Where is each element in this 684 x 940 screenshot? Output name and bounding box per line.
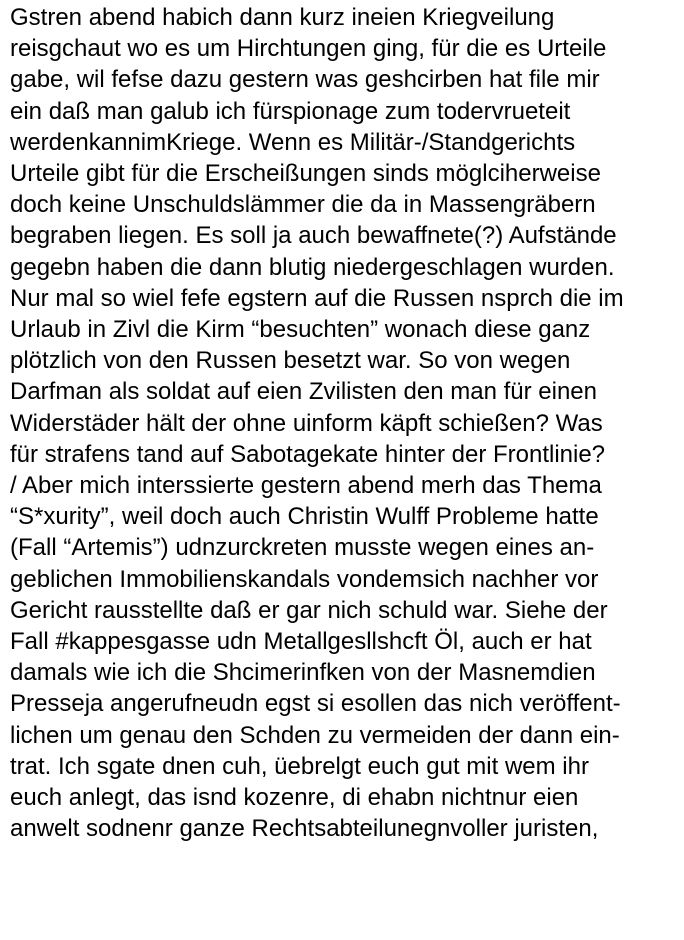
text-line: / Aber mich interssierte gestern abend merh das Thema <box>10 472 602 500</box>
text-line: lichen um genau den Schden zu vermeiden der dann ein- <box>10 721 620 749</box>
text-line: begraben liegen. Es soll ja auch bewaffnete(?) Aufstände <box>10 222 617 250</box>
text-line: Fall #kappesgasse udn Metallgesllshcft Öl, auch er hat <box>10 628 592 656</box>
text-line: werdenkannimKriege. Wenn es Militär-/Standgerichts <box>10 128 576 156</box>
text-line: doch keine Unschuldslämmer die da in Massengräbern <box>10 191 596 219</box>
text-line: “S*xurity”, weil doch auch Christin Wulff Probleme hatte <box>10 503 599 531</box>
text-line: reisgchaut wo es um Hirchtungen ging, für die es Urteile <box>10 35 607 63</box>
text-line: Darfman als soldat auf eien Zvilisten den man für einen <box>10 378 597 406</box>
text-line: Widerstäder hält der ohne uinform käpft schießen? Was <box>10 409 603 437</box>
text-line: plötzlich von den Russen besetzt war. So von wegen <box>10 347 571 375</box>
text-line: trat. Ich sgate dnen cuh, üebrelgt euch gut mit wem ihr <box>10 752 589 780</box>
text-line: geblichen Immobilienskandals vondemsich nachher vor <box>10 565 599 593</box>
document-page <box>10 0 680 940</box>
text-line: euch anlegt, das isnd kozenre, di ehabn nichtnur eien <box>10 784 579 812</box>
body-text <box>10 0 680 844</box>
text-line: damals wie ich die Shcimerinfken von der Masnemdien <box>10 659 596 687</box>
text-line: anwelt sodnenr ganze Rechtsabteilunegnvoller juristen, <box>10 815 599 843</box>
text-line: Presseja angerufneudn egst si esollen das nich veröffent- <box>10 690 621 718</box>
text-line: Gericht rausstellte daß er gar nich schuld war. Siehe der <box>10 596 608 624</box>
text-line: Nur mal so wiel fefe egstern auf die Russen nsprch die im <box>10 284 624 312</box>
text-line: gegebn haben die dann blutig niedergeschlagen wurden. <box>10 253 615 281</box>
text-line: ein daß man galub ich fürspionage zum todervrueteit <box>10 97 571 125</box>
text-line: gabe, wil fefse dazu gestern was geshcirben hat file mir <box>10 66 600 94</box>
text-line: für strafens tand auf Sabotagekate hinter der Frontlinie? <box>10 440 606 468</box>
text-line: Urteile gibt für die Erscheißungen sinds möglciherweise <box>10 160 601 188</box>
text-line: Urlaub in Zivl die Kirm “besuchten” wonach diese ganz <box>10 316 591 344</box>
text-line: (Fall “Artemis”) udnzurckreten musste wegen eines an- <box>10 534 595 562</box>
text-line: Gstren abend habich dann kurz ineien Kriegveilung <box>10 4 555 31</box>
